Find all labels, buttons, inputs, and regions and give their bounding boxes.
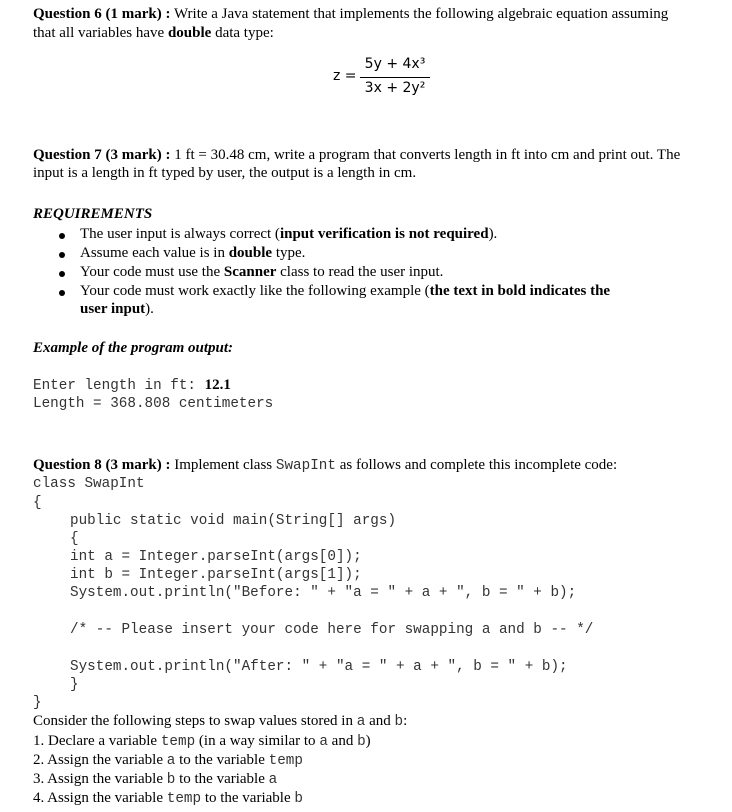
code-line: System.out.println("Before: " + "a = " + a + ", b = " + b); xyxy=(70,585,577,601)
var-a: a xyxy=(356,714,366,730)
step2-mid: to the variable xyxy=(175,752,269,768)
q8-text: Implement class xyxy=(170,457,276,473)
q7-text: 1 ft = 30.48 cm, write a program that converts length in ft into cm and print out. The xyxy=(170,147,681,163)
code-line: int a = Integer.parseInt(args[0]); xyxy=(70,549,362,565)
fraction-bar xyxy=(360,77,430,78)
steps-intro xyxy=(33,713,407,730)
code-line: { xyxy=(70,531,79,547)
code-line: System.out.println("After: " + "a = " + a + ", b = " + b); xyxy=(70,659,568,675)
bullet-icon xyxy=(59,233,65,239)
step1-and: and xyxy=(327,733,358,749)
step4-mid: to the variable xyxy=(201,790,295,806)
code-line: class SwapInt xyxy=(33,476,145,492)
q7-heading: Question 7 (3 mark) : xyxy=(33,147,171,163)
code-line: public static void main(String[] args) xyxy=(70,513,397,529)
equation-denominator: 3x + 2y² xyxy=(364,80,426,96)
step1-mid: (in a way similar to xyxy=(195,733,320,749)
var-temp: temp xyxy=(160,734,196,750)
q6-line2-text: that all variables have xyxy=(33,25,168,41)
req4-bold-cont: user input xyxy=(80,301,146,317)
req3-text: Your code must use the xyxy=(80,264,224,280)
code-line: int b = Integer.parseInt(args[1]); xyxy=(70,567,362,583)
output-line-1 xyxy=(33,377,231,394)
step-1 xyxy=(33,733,371,750)
equation-lhs: z = xyxy=(333,68,357,84)
step4-text: 4. Assign the variable xyxy=(33,790,167,806)
var-b: b xyxy=(357,734,366,750)
requirements-title: REQUIREMENTS xyxy=(33,206,153,222)
req2-text: Assume each value is in xyxy=(80,245,229,261)
q8-text-end: as follows and complete this incomplete code: xyxy=(335,457,618,473)
step2-text: 2. Assign the variable xyxy=(33,752,167,768)
var-b: b xyxy=(394,714,404,730)
code-line: { xyxy=(33,495,42,511)
req2-end: type. xyxy=(272,245,306,261)
step-3 xyxy=(33,771,277,788)
requirement-4 xyxy=(80,283,610,300)
req1-bold: input verification is not required xyxy=(279,226,489,242)
bullet-icon xyxy=(59,271,65,277)
q7-line1 xyxy=(33,147,680,164)
code-line: } xyxy=(33,695,42,711)
q7-line2: input is a length in ft typed by user, the output is a length in cm. xyxy=(33,165,417,181)
requirement-3 xyxy=(80,264,443,281)
var-temp: temp xyxy=(268,753,303,769)
step3-mid: to the variable xyxy=(175,771,269,787)
q6-heading: Question 6 (1 mark) : xyxy=(33,6,171,22)
step-2 xyxy=(33,752,303,769)
q8-classname: SwapInt xyxy=(275,458,336,474)
q8-line1 xyxy=(33,457,617,474)
req3-bold: Scanner xyxy=(223,264,277,280)
equation-numerator: 5y + 4x³ xyxy=(364,56,426,72)
var-temp: temp xyxy=(166,791,202,807)
code-comment: /* -- Please insert your code here for swapping a and b -- */ xyxy=(70,622,594,638)
step1-end: ) xyxy=(365,733,371,749)
var-b: b xyxy=(294,791,303,807)
q6-double: double xyxy=(167,25,212,41)
equation-fraction xyxy=(360,56,430,96)
var-a: a xyxy=(166,753,176,769)
req2-bold: double xyxy=(228,245,273,261)
req4-bold: the text in bold indicates the xyxy=(429,283,611,299)
output-user-input: 12.1 xyxy=(204,377,231,393)
requirement-1 xyxy=(80,226,497,243)
example-title: Example of the program output: xyxy=(33,340,234,356)
requirement-4-cont xyxy=(80,301,154,318)
q6-line2 xyxy=(33,25,274,42)
bullet-icon xyxy=(59,290,65,296)
step-4 xyxy=(33,790,303,807)
q6-line1 xyxy=(33,6,668,23)
output-prompt: Enter length in ft: xyxy=(33,378,205,394)
q6-text: Write a Java statement that implements the following algebraic equation assuming xyxy=(170,6,669,22)
requirement-2 xyxy=(80,245,305,262)
req1-text: The user input is always correct ( xyxy=(80,226,280,242)
steps-intro-text: Consider the following steps to swap values stored in xyxy=(33,713,357,729)
req4-text: Your code must work exactly like the following example ( xyxy=(80,283,430,299)
var-a: a xyxy=(319,734,328,750)
req3-end: class to read the user input. xyxy=(276,264,444,280)
bullet-icon xyxy=(59,252,65,258)
req4-end: ). xyxy=(145,301,154,317)
step1-text: 1. Declare a variable xyxy=(33,733,161,749)
step3-text: 3. Assign the variable xyxy=(33,771,167,787)
steps-intro-colon: : xyxy=(403,713,408,729)
var-a: a xyxy=(268,772,278,788)
req1-end: ). xyxy=(488,226,498,242)
q6-line2-end: data type: xyxy=(211,25,274,41)
q8-heading: Question 8 (3 mark) : xyxy=(33,457,171,473)
code-line: } xyxy=(70,677,79,693)
var-b: b xyxy=(166,772,176,788)
output-line-2: Length = 368.808 centimeters xyxy=(33,396,274,412)
steps-intro-and: and xyxy=(365,713,395,729)
